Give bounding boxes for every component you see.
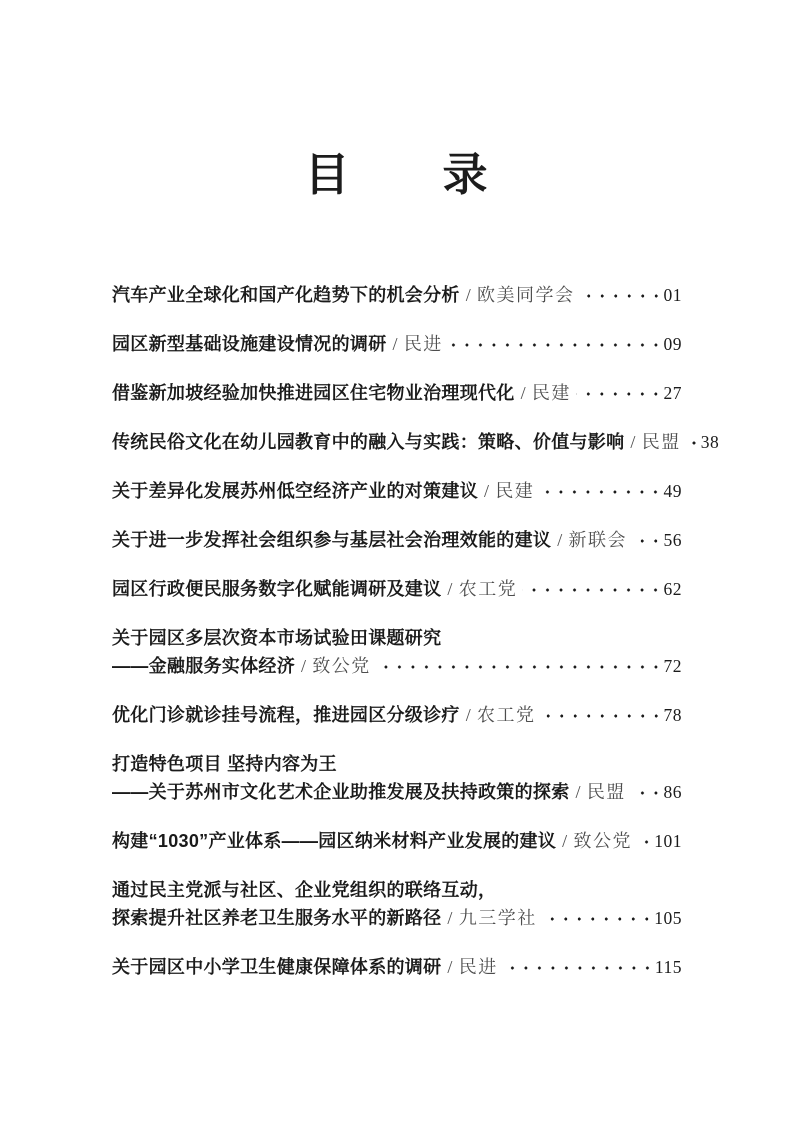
toc-entry-title-line: 打造特色项目 坚持内容为王 [112, 754, 337, 774]
toc-entry [112, 701, 682, 729]
toc-entry-page-number: 78 [663, 705, 682, 725]
toc-entry [112, 750, 682, 806]
toc-entry [112, 624, 682, 680]
toc-list [112, 281, 720, 1002]
toc-entry-title: 园区行政便民服务数字化赋能调研及建议 [112, 579, 442, 599]
toc-entry-org: 民进 [458, 957, 498, 977]
dot-leader [503, 963, 654, 973]
toc-entry-org: 农工党 [458, 579, 518, 599]
toc-entry-org: 九三学社 [458, 908, 537, 928]
toc-entry-line [112, 652, 682, 680]
toc-entry-title: 关于进一步发挥社会组织参与基层社会治理效能的建议 [112, 530, 552, 550]
toc-entry-page-number: 09 [663, 334, 682, 354]
toc-entry-title: 构建“1030”产业体系——园区纳米材料产业发展的建议 [112, 831, 557, 851]
page-title: 目 录 [304, 150, 489, 200]
toc-entry-page-number: 62 [663, 579, 682, 599]
slash-separator: / [575, 782, 581, 802]
slash-separator: / [392, 334, 398, 354]
toc-entry-title: 园区新型基础设施建设情况的调研 [112, 334, 387, 354]
toc-entry [112, 281, 682, 309]
toc-entry-org: 民建 [495, 481, 535, 501]
toc-entry-line [112, 701, 682, 729]
toc-entry-line [112, 428, 720, 456]
toc-entry-line [112, 379, 682, 407]
toc-entry [112, 575, 682, 603]
slash-separator: / [465, 705, 472, 725]
toc-entry-page-number: 115 [654, 957, 682, 977]
slash-separator: / [447, 957, 453, 977]
toc-entry-title: 借鉴新加坡经验加快推进园区住宅物业治理现代化 [112, 383, 515, 403]
toc-entry-title-line: 通过民主党派与社区、企业党组织的联络互动， [112, 880, 497, 900]
toc-entry [112, 526, 682, 554]
dot-leader [539, 487, 662, 497]
toc-entry-org: 欧美同学会 [477, 285, 575, 305]
toc-entry-org: 致公党 [573, 831, 632, 851]
dot-leader [686, 438, 700, 448]
toc-entry-page-number: 49 [663, 481, 682, 501]
dot-leader [541, 711, 663, 721]
slash-separator: / [301, 656, 307, 676]
dot-leader [631, 788, 663, 798]
slash-separator: / [562, 831, 568, 851]
toc-entry-line [112, 281, 682, 309]
toc-entry-title: 传统民俗文化在幼儿园教育中的融入与实践：策略、价值与影响 [112, 432, 625, 452]
toc-entry-page-number: 01 [663, 285, 682, 305]
dot-leader [448, 340, 663, 350]
toc-entry-line [112, 477, 682, 505]
toc-entry-title: ——金融服务实体经济 [112, 656, 295, 676]
toc-entry-org: 农工党 [477, 705, 536, 725]
toc-entry-title: 关于园区中小学卫生健康保障体系的调研 [112, 957, 442, 977]
toc-entry [112, 953, 682, 981]
slash-separator: / [484, 481, 490, 501]
toc-entry [112, 477, 682, 505]
toc-entry-org: 民盟 [586, 782, 626, 802]
toc-entry-line [112, 827, 682, 855]
toc-entry-page-number: 38 [700, 432, 720, 452]
dot-leader [542, 914, 654, 924]
slash-separator: / [447, 908, 453, 928]
toc-entry-org: 民建 [531, 383, 571, 403]
toc-entry-page-number: 27 [663, 383, 682, 403]
toc-entry-title: 优化门诊就诊挂号流程，推进园区分级诊疗 [112, 705, 460, 725]
dot-leader [580, 291, 663, 301]
toc-entry-title-line: 关于园区多层次资本市场试验田课题研究 [112, 628, 442, 648]
toc-entry-title: 汽车产业全球化和国产化趋势下的机会分析 [112, 285, 460, 305]
toc-entry-page-number: 72 [663, 656, 682, 676]
toc-entry-org: 民盟 [641, 432, 681, 452]
toc-entry [112, 827, 682, 855]
toc-entry-line [112, 526, 682, 554]
toc-entry-title: 探索提升社区养老卫生服务水平的新路径 [112, 908, 442, 928]
slash-separator: / [447, 579, 453, 599]
toc-entry-title: ——关于苏州市文化艺术企业助推发展及扶持政策的探索 [112, 782, 570, 802]
toc-entry-line [112, 778, 682, 806]
toc-entry-line [112, 575, 682, 603]
dot-leader [632, 536, 662, 546]
dot-leader [637, 837, 653, 847]
toc-entry [112, 428, 720, 456]
toc-entry-line [112, 904, 682, 932]
slash-separator: / [465, 285, 472, 305]
toc-entry-org: 民进 [403, 334, 443, 354]
toc-entry-page-number: 105 [654, 908, 682, 928]
toc-entry-line [112, 330, 682, 358]
toc-entry-org: 致公党 [312, 656, 371, 676]
toc-entry-page-number: 86 [663, 782, 682, 802]
toc-entry [112, 379, 682, 407]
toc-entry-line [112, 953, 682, 981]
toc-entry-title: 关于差异化发展苏州低空经济产业的对策建议 [112, 481, 478, 501]
dot-leader [576, 389, 663, 399]
dot-leader [376, 662, 663, 672]
dot-leader [522, 585, 662, 595]
toc-entry-org: 新联会 [568, 530, 628, 550]
toc-entry-page-number: 56 [663, 530, 682, 550]
slash-separator: / [557, 530, 563, 550]
toc-entry-page-number: 101 [654, 831, 682, 851]
toc-entry [112, 330, 682, 358]
toc-entry [112, 876, 682, 932]
slash-separator: / [630, 432, 636, 452]
slash-separator: / [520, 383, 526, 403]
